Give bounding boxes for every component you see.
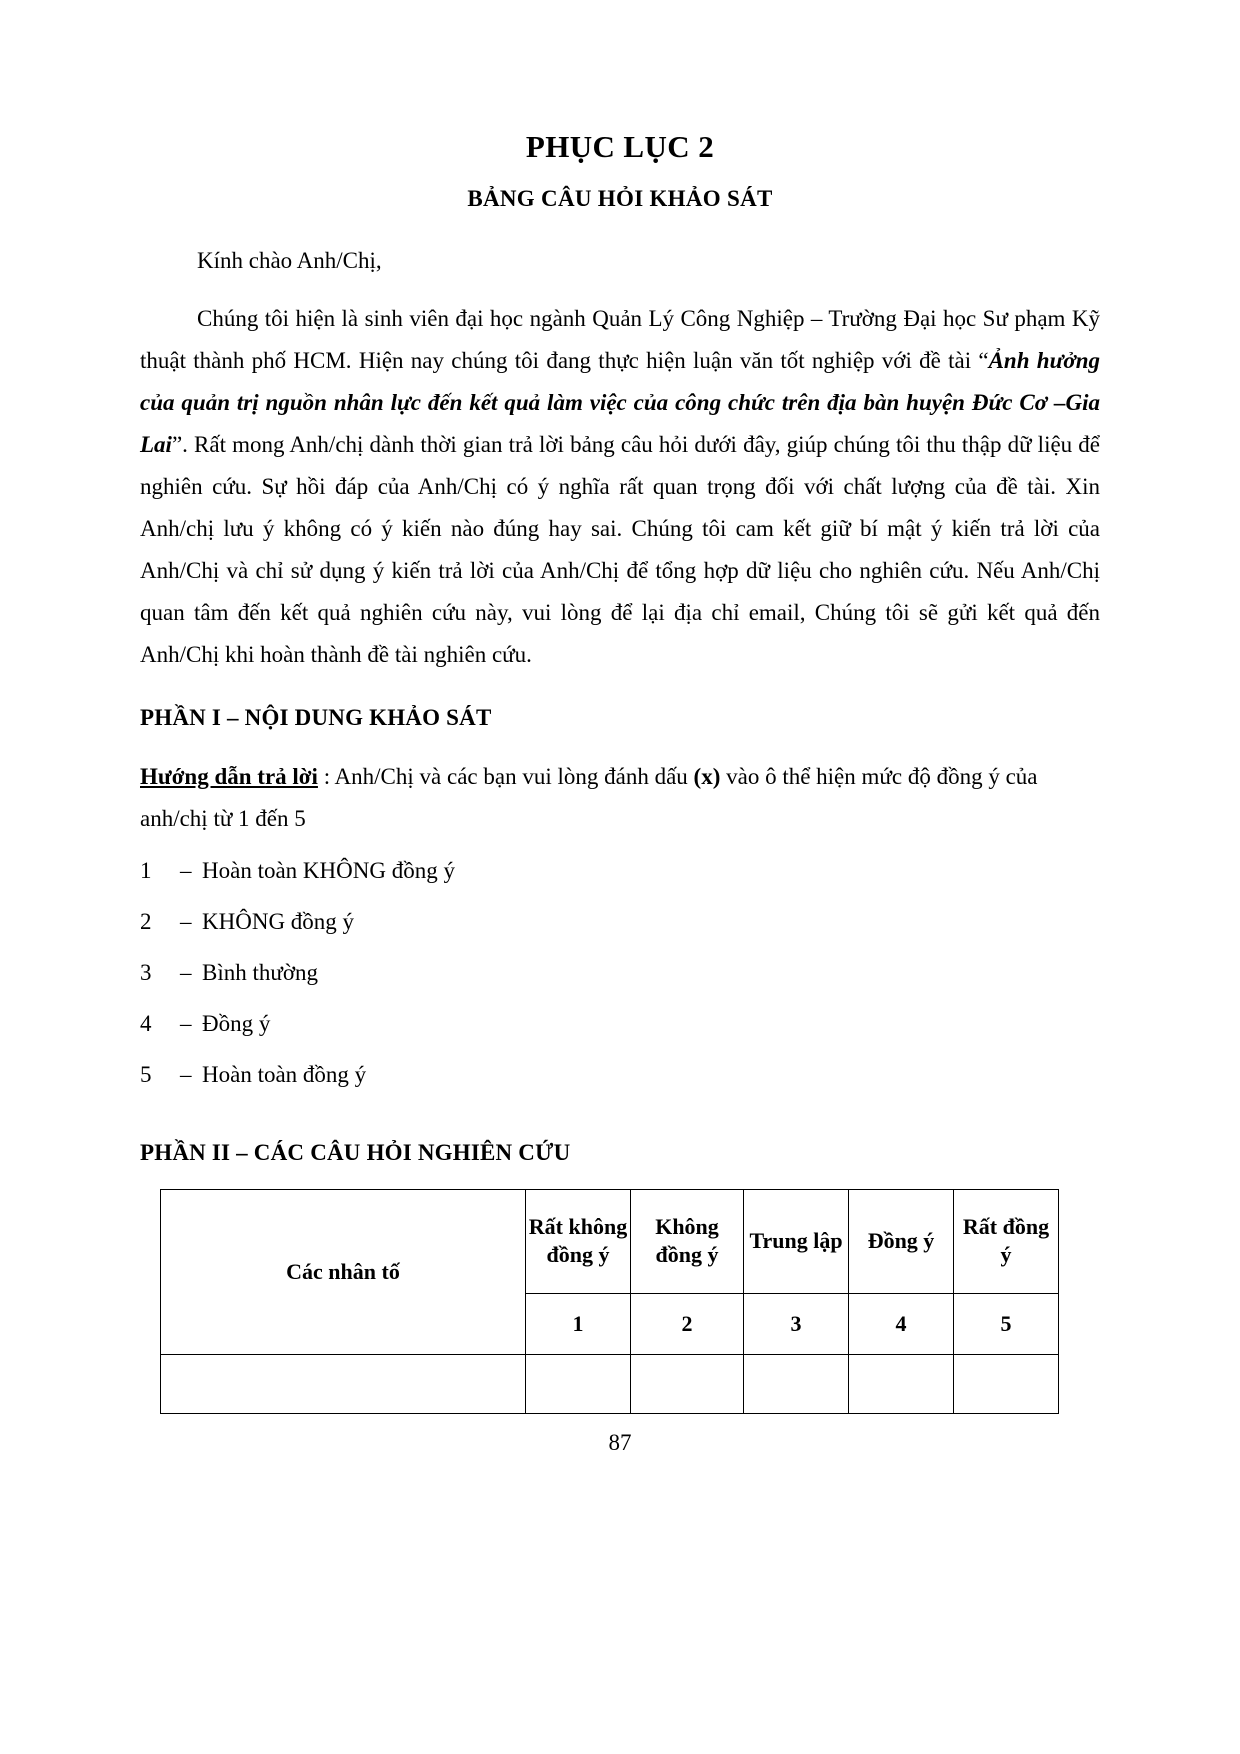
instruction-text-after: vào ô thể hiện mức độ đồng ý của anh/chị từ 1 đến 5 <box>140 764 1038 832</box>
survey-table <box>160 1189 1059 1414</box>
table-value-option-2: 2 <box>631 1293 744 1354</box>
table-value-option-1: 1 <box>526 1293 631 1354</box>
page-subtitle: BẢNG CÂU HỎI KHẢO SÁT <box>467 185 773 211</box>
table-header-factors: Các nhân tố <box>161 1189 526 1354</box>
section-heading-part1: PHẦN I – NỘI DUNG KHẢO SÁT <box>140 705 492 730</box>
table-header-option-3: Trung lập <box>744 1189 849 1293</box>
table-empty-cell <box>631 1354 744 1413</box>
table-row <box>161 1354 1059 1413</box>
thesis-title-text: Ảnh hưởng của quản trị nguồn nhân lực đến kết quả làm việc của công chức trên địa bàn huyện Đức Cơ –Gia Lai <box>140 348 1100 457</box>
section-heading-part2: PHẦN II – CÁC CÂU HỎI NGHIÊN CỨU <box>140 1139 571 1165</box>
table-value-option-3: 3 <box>744 1293 849 1354</box>
scale-number: 4 <box>140 1010 152 1036</box>
intro-text-part1: Chúng tôi hiện là sinh viên đại học ngành Quản Lý Công Nghiệp – Trường Đại học Sư phạm Kỹ thuật thành phố HCM. Hiện nay chúng tôi đang thực hiện luận văn tốt nghiệp với đề tài “ <box>140 306 1100 373</box>
table-empty-cell <box>161 1354 526 1413</box>
page-content <box>140 0 1100 1414</box>
scale-list <box>140 840 1100 1110</box>
scale-label: Hoàn toàn đồng ý <box>202 1061 367 1087</box>
table-row <box>161 1189 1059 1293</box>
list-item <box>140 1060 1100 1111</box>
scale-label: KHÔNG đồng ý <box>202 909 355 935</box>
table-empty-cell <box>744 1354 849 1413</box>
intro-text-part2: ”. Rất mong Anh/chị dành thời gian trả lời bảng câu hỏi dưới đây, giúp chúng tôi thu thập dữ liệu để nghiên cứu. Sự hồi đáp của Anh/Chị có ý nghĩa rất quan trọng đối với chất lượng của đề tài. Xin Anh/chị lưu ý không có ý kiến nào đúng hay sai. Chúng tôi cam kết giữ bí mật ý kiến trả lời của Anh/Chị và chỉ sử dụng ý kiến trả lời của Anh/Chị để tổng hợp dữ liệu cho nghiên cứu. Nếu Anh/Chị quan tâm đến kết quả nghiên cứu này, vui lòng để lại địa chỉ email, Chúng tôi sẽ gửi kết quả đến Anh/Chị khi hoàn thành đề tài nghiên cứu. <box>140 432 1100 667</box>
list-item <box>140 958 1100 1009</box>
instruction-label: Hướng dẫn trả lời <box>140 764 318 790</box>
scale-label: Đồng ý <box>202 1010 271 1036</box>
table-header-option-2: Không đồng ý <box>631 1189 744 1293</box>
scale-label: Hoàn toàn KHÔNG đồng ý <box>202 858 455 884</box>
page-number: 87 <box>608 1430 632 1455</box>
instruction-mark: (x) <box>693 764 721 790</box>
table-empty-cell <box>954 1354 1059 1413</box>
table-value-option-5: 5 <box>954 1293 1059 1354</box>
table-empty-cell <box>849 1354 954 1413</box>
scale-dash: – <box>180 909 192 935</box>
greeting-text: Kính chào Anh/Chị, <box>197 247 382 273</box>
intro-paragraph <box>140 278 1100 676</box>
table-header-option-4: Đồng ý <box>849 1189 954 1293</box>
list-item <box>140 1009 1100 1060</box>
scale-number: 1 <box>140 858 152 884</box>
table-empty-cell <box>526 1354 631 1413</box>
scale-number: 2 <box>140 909 152 935</box>
instruction-paragraph <box>140 734 1100 840</box>
page-title: PHỤC LỤC 2 <box>525 129 715 164</box>
list-item <box>140 907 1100 958</box>
scale-dash: – <box>180 959 192 985</box>
instruction-text-before: : Anh/Chị và các bạn vui lòng đánh dấu <box>317 764 694 790</box>
table-header-option-1: Rất không đồng ý <box>526 1189 631 1293</box>
list-item <box>140 856 1100 907</box>
scale-number: 3 <box>140 959 152 985</box>
table-value-option-4: 4 <box>849 1293 954 1354</box>
scale-number: 5 <box>140 1061 152 1087</box>
scale-dash: – <box>180 1010 192 1036</box>
scale-label: Bình thường <box>202 959 318 985</box>
scale-dash: – <box>180 858 192 884</box>
scale-dash: – <box>180 1061 192 1087</box>
survey-table-container <box>140 1169 1100 1414</box>
table-header-option-5: Rất đồng ý <box>954 1189 1059 1293</box>
